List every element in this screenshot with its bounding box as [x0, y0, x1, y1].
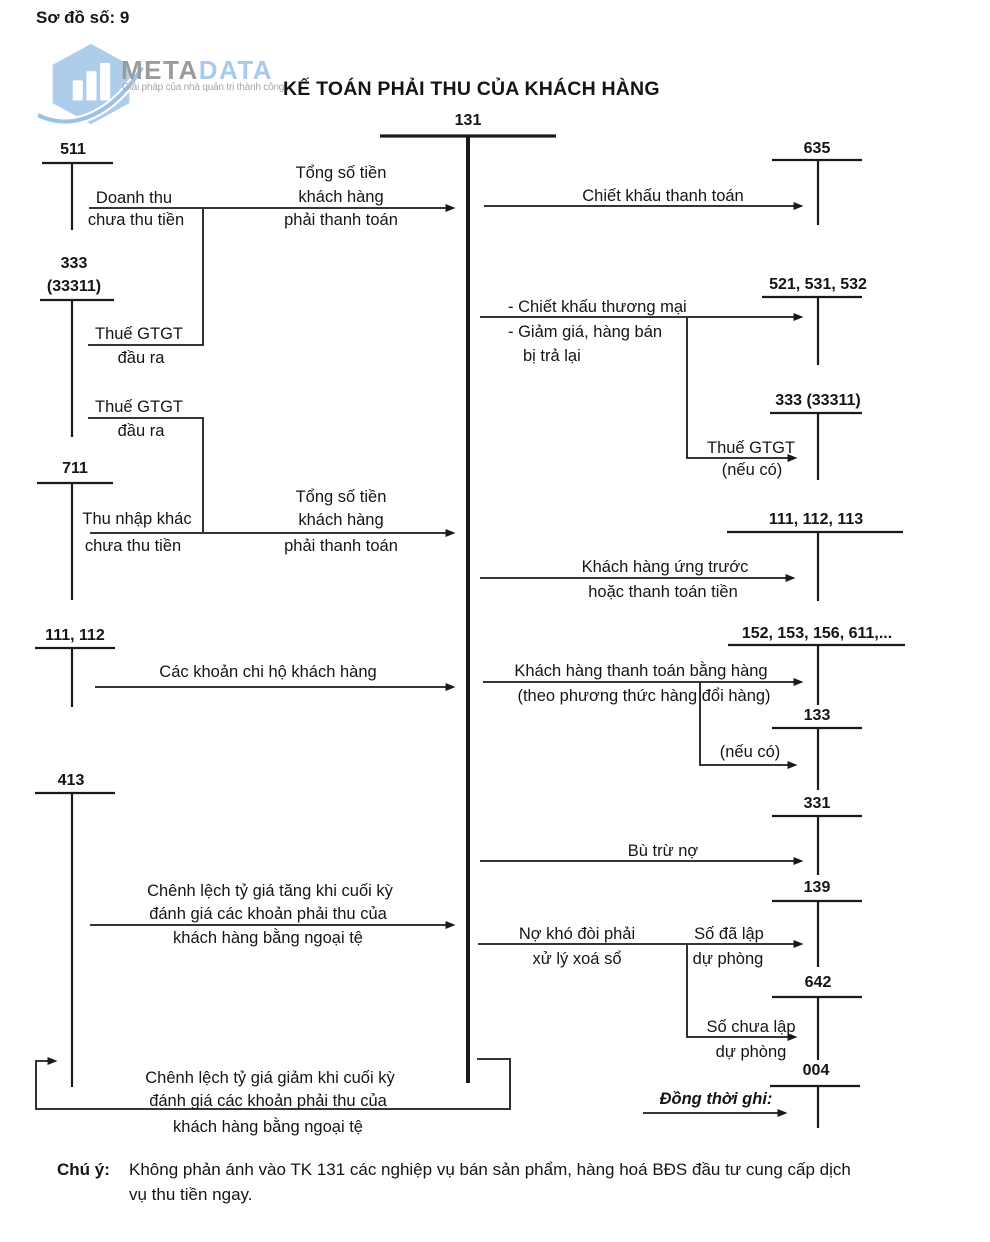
flow-label: dự phòng	[715, 1043, 787, 1061]
flow-label: đầu ra	[117, 422, 165, 440]
flow-label: đánh giá các khoản phải thu của	[149, 905, 387, 923]
flow-label: khách hàng bằng ngoại tệ	[173, 929, 363, 947]
flow-label: chưa thu tiền	[84, 537, 182, 555]
flow-label: (nếu có)	[721, 461, 783, 479]
flow-label: - Chiết khấu thương mại	[508, 298, 687, 316]
page-title: KẾ TOÁN PHẢI THU CỦA KHÁCH HÀNG	[283, 78, 660, 100]
flow-label: (theo phương thức hàng đổi hàng)	[517, 687, 771, 705]
scheme-number: Sơ đồ số: 9	[36, 8, 130, 27]
flow-label: Thuế GTGT	[94, 398, 184, 416]
account-711: 711	[62, 460, 88, 477]
account-152-153-156-611: 152, 153, 156, 611,...	[741, 625, 893, 642]
flow-label: Tổng số tiền	[295, 164, 387, 182]
t-004	[770, 1086, 860, 1128]
t-635	[772, 160, 862, 225]
flow-label: xử lý xoá sổ	[532, 950, 622, 968]
flow-label: chưa thu tiền	[87, 211, 185, 229]
brand-tagline: Giải pháp của nhà quản trị thành công	[122, 82, 285, 93]
flow-label: Tổng số tiền	[295, 488, 387, 506]
t-521-531-532	[762, 297, 862, 365]
account-004: 004	[802, 1062, 830, 1079]
account-133: 133	[803, 707, 831, 724]
account-521-531-532: 521, 531, 532	[769, 276, 867, 293]
flow-label: Chiết khấu thanh toán	[582, 187, 744, 205]
account-331: 331	[803, 795, 831, 812]
flow-label: hoặc thanh toán tiền	[588, 583, 738, 601]
flow-label: đầu ra	[117, 349, 165, 367]
flow-label: bị trả lại	[523, 347, 581, 365]
simultaneous-entry-label: Đồng thời ghi:	[659, 1090, 773, 1108]
account-333-sub: (33311)	[46, 278, 102, 295]
arrow-vat-to-333	[687, 318, 788, 458]
flow-label: phải thanh toán	[284, 211, 398, 229]
flow-label: Bù trừ nợ	[627, 842, 699, 860]
note-text-line1: Không phản ánh vào TK 131 các nghiệp vụ bán sản phẩm, hàng hoá BĐS đầu tư cung cấp dịch	[129, 1160, 851, 1179]
t-139	[772, 901, 862, 967]
brand-meta: META	[121, 55, 199, 85]
flow-label: đánh giá các khoản phải thu của	[149, 1092, 387, 1110]
flow-label: - Giảm giá, hàng bán	[508, 323, 663, 341]
flow-label: khách hàng	[298, 188, 384, 206]
flow-label: (nếu có)	[719, 743, 781, 761]
flow-label: dự phòng	[692, 950, 764, 968]
flow-label: Khách hàng ứng trước	[581, 558, 749, 576]
account-642: 642	[804, 974, 832, 991]
t-111-112	[35, 648, 115, 707]
flow-label: khách hàng	[298, 511, 384, 529]
t-331	[772, 816, 862, 875]
flow-label: phải thanh toán	[284, 537, 398, 555]
t-133	[772, 728, 862, 790]
account-511: 511	[60, 141, 86, 158]
t-111-112-113	[727, 532, 903, 601]
account-333-33311: 333 (33311)	[775, 392, 861, 409]
flow-label: Thuế GTGT	[706, 439, 796, 457]
t-413	[35, 793, 115, 1087]
flow-label: Số chưa lập	[706, 1018, 796, 1036]
flow-label: Thu nhập khác	[82, 510, 192, 528]
flow-label: Chênh lệch tỷ giá giảm khi cuối kỳ	[145, 1069, 395, 1087]
account-635: 635	[803, 140, 831, 157]
flow-label: Nợ khó đòi phải	[518, 925, 636, 943]
account-413: 413	[57, 772, 85, 789]
account-131: 131	[454, 112, 482, 129]
flow-label: Khách hàng thanh toán bằng hàng	[514, 662, 768, 680]
flow-label: Thuế GTGT	[94, 325, 184, 343]
flow-label: Các khoản chi hộ khách hàng	[159, 663, 377, 681]
account-111-112: 111, 112	[45, 627, 105, 644]
flow-label: Chênh lệch tỷ giá tăng khi cuối kỳ	[147, 882, 393, 900]
flow-label: khách hàng bằng ngoại tệ	[173, 1118, 363, 1136]
account-139: 139	[803, 879, 831, 896]
account-111-112-113: 111, 112, 113	[768, 511, 864, 528]
note-text-line2: vụ thu tiền ngay.	[129, 1185, 253, 1204]
account-333: 333	[60, 255, 88, 272]
flow-label: Số đã lập	[694, 925, 764, 943]
brand-data: DATA	[198, 55, 274, 85]
flow-label: Doanh thu	[95, 189, 173, 207]
note-label: Chú ý:	[57, 1160, 110, 1179]
